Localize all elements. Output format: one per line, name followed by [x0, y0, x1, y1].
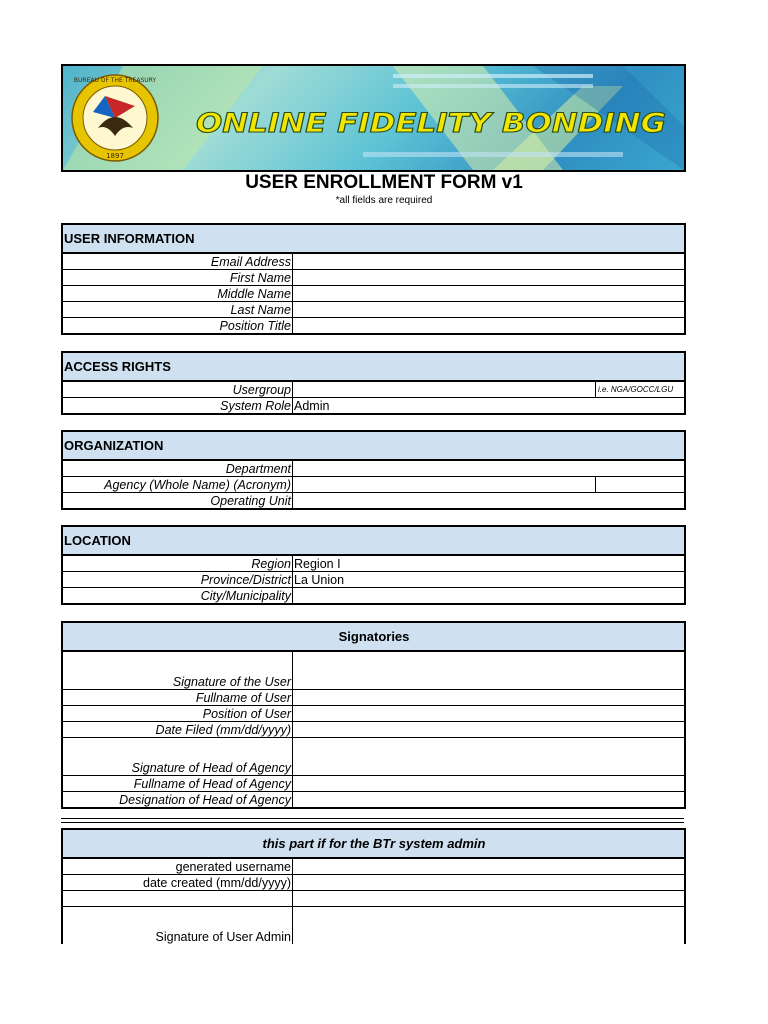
operating-unit-label: Operating Unit [63, 493, 293, 508]
banner-graphic [63, 66, 684, 170]
form-row [63, 397, 684, 413]
form-row [63, 317, 684, 333]
agency-label: Agency (Whole Name) (Acronym) [63, 477, 293, 492]
form-title: USER ENROLLMENT FORM v1 [245, 172, 523, 193]
form-row [63, 721, 684, 737]
location-heading: LOCATION [63, 527, 684, 555]
form-row [63, 269, 684, 285]
organization-section [61, 430, 686, 510]
access-rights-heading: ACCESS RIGHTS [63, 353, 684, 381]
generated-username-field[interactable] [293, 859, 684, 874]
last-name-field[interactable] [293, 302, 684, 317]
form-row [63, 555, 684, 571]
usergroup-field[interactable] [293, 382, 684, 397]
user-position-label: Position of User [63, 706, 293, 721]
region-field[interactable]: Region I [294, 557, 341, 571]
form-row [63, 858, 684, 874]
agency-field[interactable] [293, 477, 684, 492]
signatories-heading: Signatories [63, 623, 684, 651]
head-fullname-field[interactable] [293, 776, 684, 791]
date-filed-field[interactable] [293, 722, 684, 737]
province-label: Province/District [63, 572, 293, 587]
form-row [63, 285, 684, 301]
form-row [63, 737, 684, 775]
form-row [63, 587, 684, 603]
form-row [63, 651, 684, 689]
blank-field[interactable] [293, 891, 684, 906]
banner-title: ONLINE FIDELITY BONDING [196, 108, 666, 139]
region-label: Region [63, 556, 293, 571]
head-designation-field[interactable] [293, 792, 684, 807]
form-row [63, 460, 684, 476]
head-signature-field[interactable] [293, 738, 684, 775]
user-information-heading: USER INFORMATION [63, 225, 684, 253]
seal-label: BUREAU OF THE TREASURY [73, 77, 157, 84]
generated-username-label: generated username [63, 859, 293, 874]
email-label: Email Address [63, 254, 293, 269]
form-row [63, 791, 684, 807]
usergroup-hint: i.e. NGA/GOCC/LGU [595, 382, 684, 397]
section-divider [61, 818, 684, 823]
middle-name-label: Middle Name [63, 286, 293, 301]
user-position-field[interactable] [293, 706, 684, 721]
system-role-field[interactable]: Admin [294, 399, 330, 413]
access-rights-section [61, 351, 686, 415]
middle-name-field[interactable] [293, 286, 684, 301]
form-row [63, 689, 684, 705]
first-name-field[interactable] [293, 270, 684, 285]
head-fullname-label: Fullname of Head of Agency [63, 776, 293, 791]
system-role-label: System Role [63, 398, 293, 413]
form-row [63, 705, 684, 721]
head-designation-label: Designation of Head of Agency [63, 792, 293, 807]
form-row [63, 890, 684, 906]
blank-label [63, 891, 293, 906]
form-row [63, 874, 684, 890]
form-row [63, 476, 684, 492]
city-field[interactable] [293, 588, 684, 603]
location-section [61, 525, 686, 605]
user-signature-label: Signature of the User [63, 652, 293, 689]
form-row [63, 381, 684, 397]
email-field[interactable] [293, 254, 684, 269]
admin-section [61, 828, 686, 944]
date-created-field[interactable] [293, 875, 684, 890]
header-banner [61, 64, 686, 172]
agency-acronym-field[interactable] [595, 477, 684, 492]
city-label: City/Municipality [63, 588, 293, 603]
admin-heading: this part if for the BTr system admin [63, 830, 684, 858]
first-name-label: First Name [63, 270, 293, 285]
user-information-section [61, 223, 686, 335]
form-row [63, 775, 684, 791]
date-filed-label: Date Filed (mm/dd/yyyy) [63, 722, 293, 737]
seal-year: 1897 [106, 152, 124, 160]
organization-heading: ORGANIZATION [63, 432, 684, 460]
position-title-label: Position Title [63, 318, 293, 333]
head-signature-label: Signature of Head of Agency [63, 738, 293, 775]
treasury-seal-icon [72, 75, 158, 161]
admin-signature-field[interactable] [293, 907, 684, 944]
form-note: *all fields are required [335, 195, 433, 206]
form-row [63, 253, 684, 269]
user-fullname-label: Fullname of User [63, 690, 293, 705]
province-field[interactable]: La Union [294, 573, 345, 587]
usergroup-label: Usergroup [63, 382, 293, 397]
operating-unit-field[interactable] [293, 493, 684, 508]
department-label: Department [63, 461, 293, 476]
form-row [63, 906, 684, 944]
user-fullname-field[interactable] [293, 690, 684, 705]
last-name-label: Last Name [63, 302, 293, 317]
date-created-label: date created (mm/dd/yyyy) [63, 875, 293, 890]
position-title-field[interactable] [293, 318, 684, 333]
signatories-section [61, 621, 686, 809]
form-row [63, 301, 684, 317]
user-signature-field[interactable] [293, 652, 684, 689]
department-field[interactable] [293, 461, 684, 476]
admin-signature-label: Signature of User Admin [63, 907, 293, 944]
form-row [63, 492, 684, 508]
form-row [63, 571, 684, 587]
